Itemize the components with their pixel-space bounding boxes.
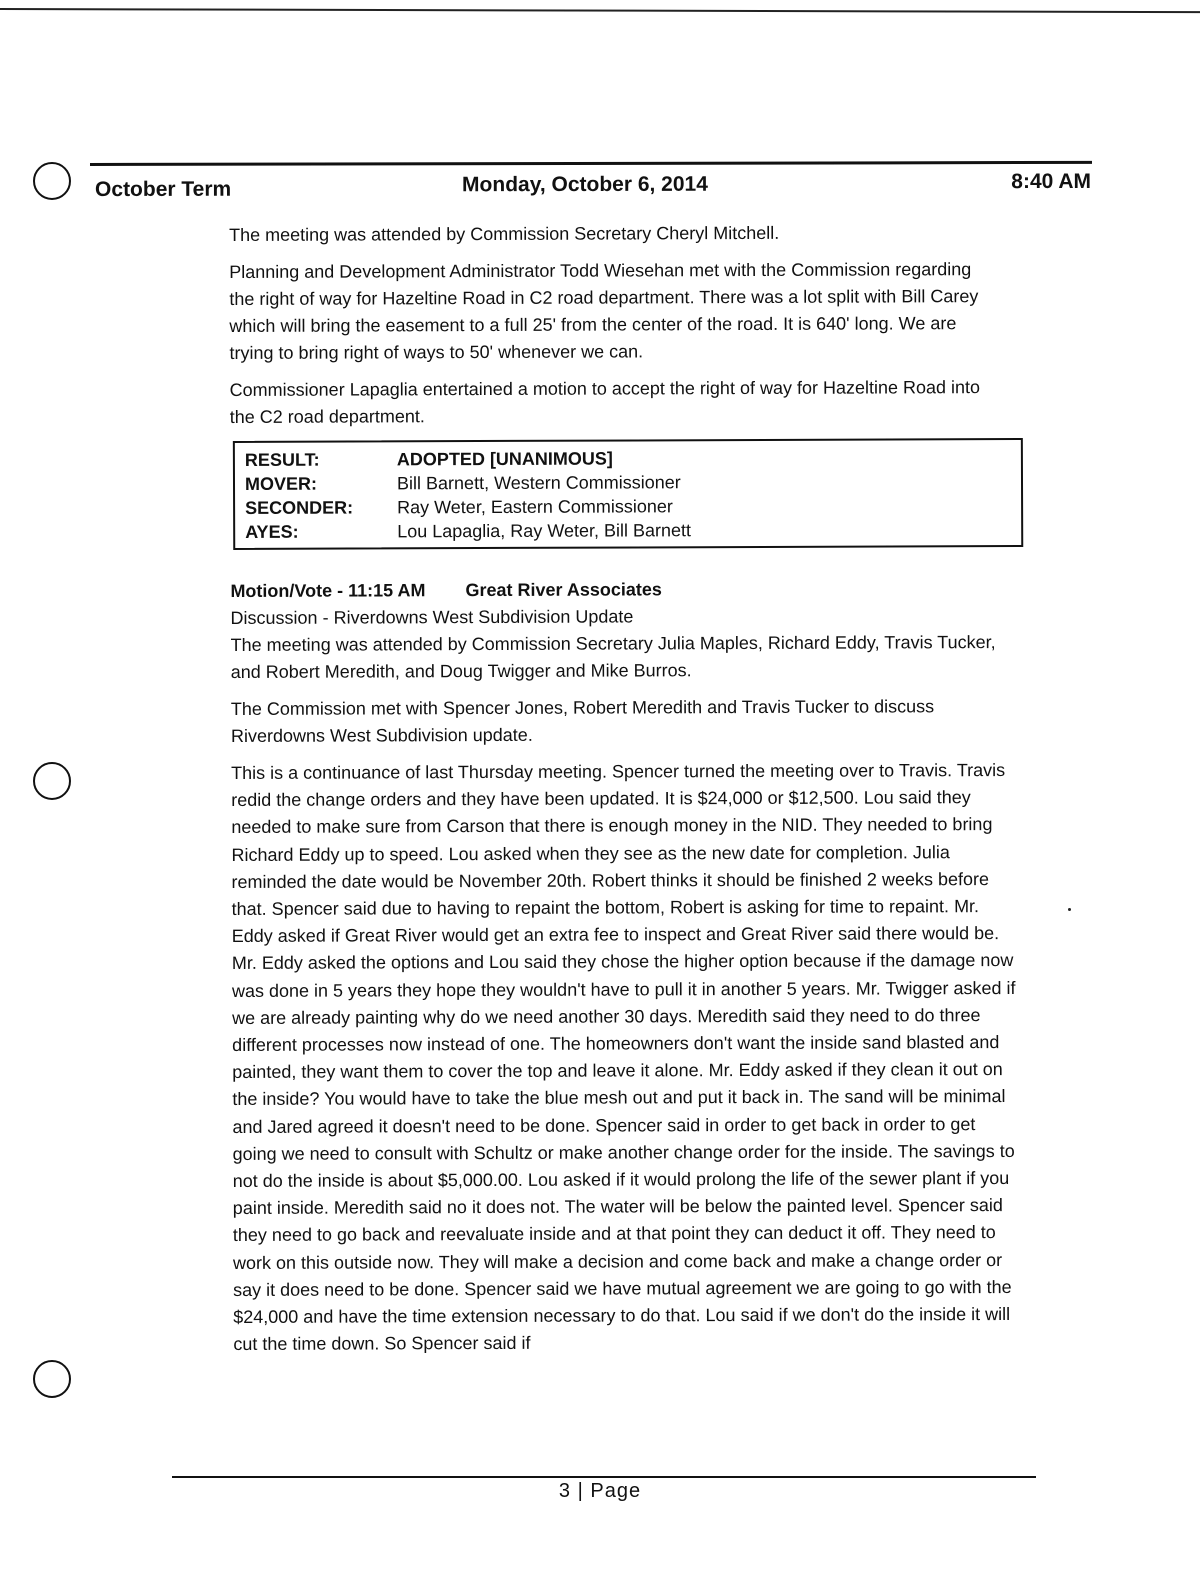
- motion-label: Motion/Vote -: [230, 580, 344, 601]
- vote-result-table: [233, 438, 1023, 550]
- page-header: [95, 170, 1093, 206]
- vote-value: Bill Barnett, Western Commissioner: [396, 472, 681, 494]
- header-term: October Term: [95, 177, 232, 201]
- vote-value: Ray Weter, Eastern Commissioner: [397, 496, 673, 518]
- session-attendance-paragraph: The meeting was attended by Commission Secretary Julia Maples, Richard Eddy, Travis Tucker, and Robert Meredith, and Doug Twigger and Mike Burros.: [230, 632, 996, 682]
- vote-label: AYES:: [245, 521, 299, 542]
- vote-row-mover: [245, 469, 1021, 496]
- vote-label: SECONDER:: [245, 497, 354, 518]
- session-heading-block: [230, 575, 1030, 632]
- vote-value: Lou Lapaglia, Ray Weter, Bill Barnett: [397, 520, 692, 542]
- header-rule: [90, 161, 1092, 166]
- header-time: 8:40 AM: [1011, 169, 1092, 194]
- header-date: Monday, October 6, 2014: [462, 172, 708, 197]
- met-with-paragraph: The Commission met with Spencer Jones, Robert Meredith and Travis Tucker to discuss Riverdowns West Subdivision update.: [230, 696, 935, 746]
- vote-row-ayes: [245, 517, 1021, 544]
- motion-time: 11:15 AM: [348, 580, 426, 601]
- planning-paragraph: Planning and Development Administrator Todd Wiesehan met with the Commission regarding the right of way for Hazeltine Road in C2 road department. There was a lot split with Bill Carey which will bring the easement to a full 25' from the center of the road. It is 640' long. We are trying to bring right of ways to 50' whenever we can.: [229, 259, 979, 363]
- discussion-line: Discussion - Riverdowns West Subdivision Update: [230, 606, 634, 628]
- discussion-body-paragraph: This is a continuance of last Thursday meeting. Spencer turned the meeting over to Travis. Travis redid the change orders and they have been updated. It is $24,000 or $12,500. Lou said they needed to make sure from Carson that there is enough money in the NID. They needed to bring Richard Eddy up to speed. Lou asked when they see as the new date for completion. Julia reminded the date would be November 20th. Robert thinks it should be finished 2 weeks before that. Spencer said due to having to repaint the bottom, Robert is asking for time to repaint. Mr. Eddy asked if Great River would get an extra fee to inspect and Great River said there would be. Mr. Eddy asked the options and Lou said they chose the higher option because if the damage now was done in 5 years they hope they wouldn't have to pull it in another 5 years. Mr. Twigger asked if we are already painting why do we need another 30 days. Meredith said they need to do three different processes now instead of one. The homeowners don't want the inside sand blasted and painted, they want them to cover the top and leave it alone. Mr. Eddy asked if they clean it out on the inside? You would have to take the blue mesh out and put it back in. The sand will be minimal and Jared agreed it doesn't need to be done. Spencer said in order to get back in order to get going we need to consult with Schultz or make another change order for the inside. The savings to not do the inside is about $5,000.00. Lou asked if it would prolong the life of the sewer plant if you paint inside. Meredith said no it does not. The water will be below the painted level. Spencer said they need to go back and reevaluate inside and at that point they can deduct it off. They need to work on this outside now. They will make a decision and come back and make a change order or say it does need to be done. Spencer said we have mutual agreement we are going to go with the $24,000 and have the time extension necessary to do that. Lou said if we don't do the inside it will cut the time down. So Spencer said if: [231, 760, 1016, 1355]
- vote-row-result: [245, 445, 1021, 472]
- footer-rule: [172, 1476, 1036, 1478]
- document-body: [229, 219, 1033, 1369]
- punch-hole-middle: [33, 762, 71, 800]
- scan-speck: [1068, 908, 1071, 911]
- vote-label: MOVER:: [244, 473, 318, 494]
- motion-vote-heading: [230, 575, 1030, 605]
- vote-label: RESULT:: [244, 449, 320, 470]
- vote-row-seconder: [245, 493, 1021, 520]
- motion-paragraph: Commissioner Lapaglia entertained a motion to accept the right of way for Hazeltine Road into the C2 road department.: [229, 377, 981, 427]
- page-top-edge: [0, 8, 1200, 13]
- attendance-paragraph: The meeting was attended by Commission Secretary Cheryl Mitchell.: [229, 222, 780, 245]
- punch-hole-bottom: [33, 1360, 71, 1398]
- vote-value: ADOPTED [UNANIMOUS]: [396, 448, 613, 470]
- page-number: 3 | Page: [558, 1480, 642, 1502]
- punch-hole-top: [33, 162, 71, 200]
- motion-org: Great River Associates: [465, 579, 662, 601]
